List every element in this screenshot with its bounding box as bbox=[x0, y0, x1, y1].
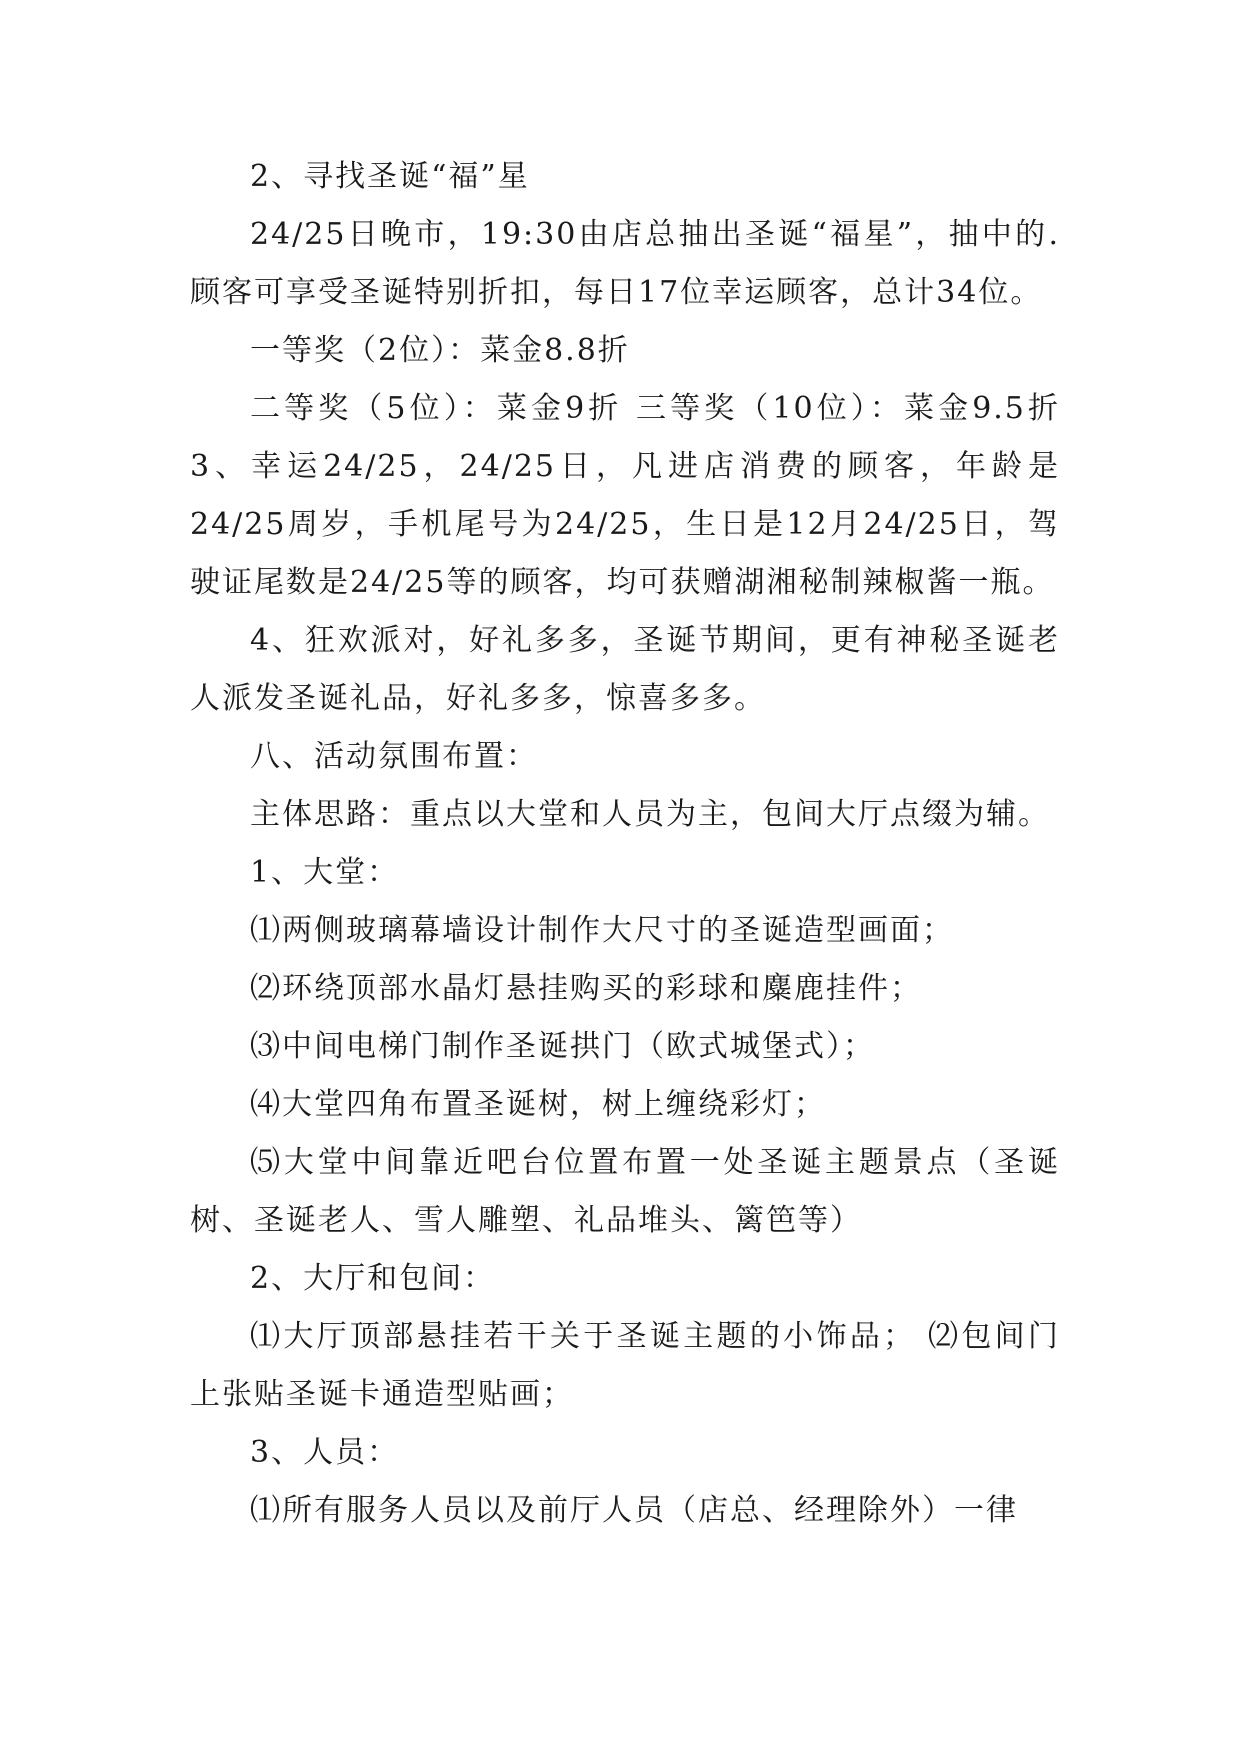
paragraph-lobby-item-1: ⑴两侧玻璃幕墙设计制作大尺寸的圣诞造型画面； bbox=[250, 913, 954, 948]
paragraph-section-atmosphere: 八、活动氛围布置： bbox=[250, 739, 538, 774]
paragraph-lucky-star-details: 24/25日晚市，19:30由店总抽出圣诞“福星”，抽中的.顾客可享受圣诞特别折扣，每日17位幸运顾客，总计34位。 bbox=[190, 217, 1060, 310]
paragraph-first-prize: 一等奖（2位）：菜金8.8折 bbox=[250, 333, 630, 368]
paragraph-lobby-heading: 1、大堂： bbox=[250, 855, 400, 890]
paragraph-staff-item-1: ⑴所有服务人员以及前厅人员（店总、经理除外）一律 bbox=[250, 1493, 1018, 1528]
paragraph-hall-items: ⑴大厅顶部悬挂若干关于圣诞主题的小饰品； ⑵包间门上张贴圣诞卡通造型贴画； bbox=[190, 1319, 1060, 1412]
paragraph-heading-lucky-star: 2、寻找圣诞“福”星 bbox=[250, 159, 530, 194]
paragraph-lobby-item-4: ⑷大堂四角布置圣诞树，树上缠绕彩灯； bbox=[250, 1087, 826, 1122]
paragraph-lobby-item-2: ⑵环绕顶部水晶灯悬挂购买的彩球和麋鹿挂件； bbox=[250, 971, 922, 1006]
paragraph-main-idea: 主体思路：重点以大堂和人员为主，包间大厅点缀为辅。 bbox=[250, 797, 1050, 832]
paragraph-prizes-and-lucky-gift: 二等奖（5位）：菜金9折 三等奖（10位）：菜金9.5折 3、幸运24/25，24/25日，凡进店消费的顾客，年龄是24/25周岁，手机尾号为24/25，生日是12月24/25日，驾驶证尾数是24/25等的顾客，均可获赠湖湘秘制辣椒酱一瓶。 bbox=[190, 391, 1060, 600]
paragraph-lobby-item-5: ⑸大堂中间靠近吧台位置布置一处圣诞主题景点（圣诞树、圣诞老人、雪人雕塑、礼品堆头、篱笆等） bbox=[190, 1145, 1060, 1238]
paragraph-staff-heading: 3、人员： bbox=[250, 1435, 400, 1470]
document-body bbox=[190, 148, 1060, 1540]
paragraph-party: 4、狂欢派对，好礼多多，圣诞节期间，更有神秘圣诞老人派发圣诞礼品，好礼多多，惊喜多多。 bbox=[190, 623, 1060, 716]
paragraph-lobby-item-3: ⑶中间电梯门制作圣诞拱门（欧式城堡式）； bbox=[250, 1029, 875, 1064]
paragraph-hall-heading: 2、大厅和包间： bbox=[250, 1261, 496, 1296]
